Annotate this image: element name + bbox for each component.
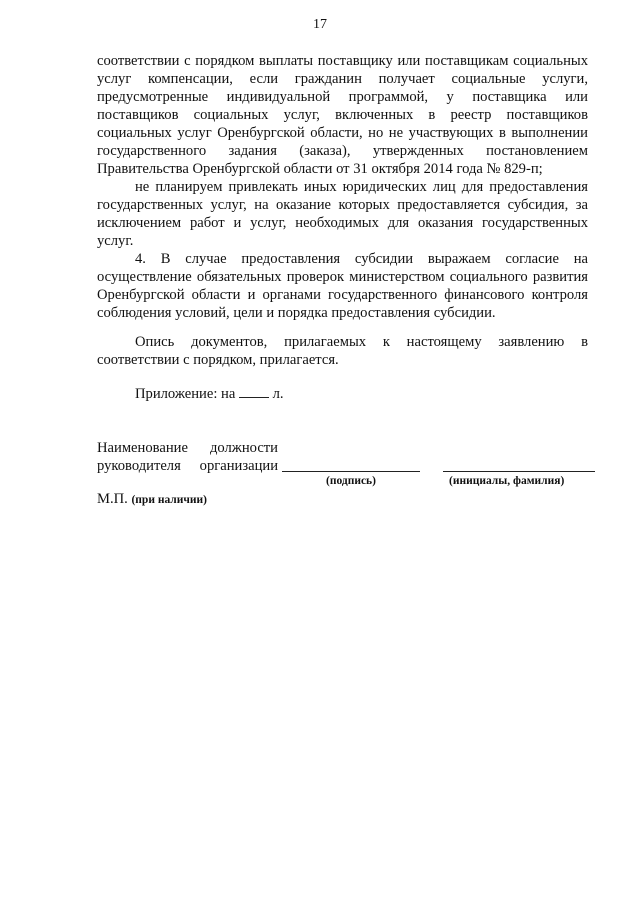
- stamp-line: [97, 491, 207, 508]
- text-line: Оренбургской области и органами государственного финансового контроля: [97, 287, 588, 303]
- attachment-suffix: л.: [272, 386, 284, 402]
- name-caption: (инициалы, фамилия): [449, 475, 565, 487]
- main-text-block: [97, 52, 588, 322]
- position-label-line2: руководителя организации: [97, 458, 278, 474]
- text-line: услуг компенсации, если гражданин получает социальные услуги,: [97, 71, 588, 87]
- text-line: осуществление обязательных проверок министерством социального развития: [97, 269, 588, 285]
- text-line: соответствии с порядком, прилагается.: [97, 352, 339, 368]
- text-line: Правительства Оренбургской области от 31 октября 2014 года № 829-п;: [97, 161, 543, 177]
- text-line: поставщиков социальных услуг, включенных в реестр поставщиков: [97, 107, 588, 123]
- page-number: 17: [313, 17, 327, 32]
- text-line: исключением работ и услуг, необходимых для оказания государственных: [97, 215, 588, 231]
- position-label-line1: Наименование должности: [97, 440, 278, 456]
- signature-line: [282, 471, 420, 472]
- inventory-paragraph: [97, 333, 588, 369]
- stamp-note: (при наличии): [131, 494, 207, 506]
- name-line: [443, 471, 595, 472]
- attachment-line: [97, 385, 588, 403]
- text-line: государственного задания (заказа), утвержденных постановлением: [97, 143, 588, 159]
- attachment-pages-blank: [239, 385, 269, 398]
- text-line: Опись документов, прилагаемых к настоящему заявлению в: [135, 334, 588, 350]
- position-label: [97, 439, 278, 475]
- text-line: соблюдения условий, цели и порядка предоставления субсидии.: [97, 305, 496, 321]
- text-line: соответствии с порядком выплаты поставщику или поставщикам социальных: [97, 53, 588, 69]
- attachment-prefix: Приложение: на: [135, 386, 236, 402]
- text-line: услуг.: [97, 233, 134, 249]
- text-line: предусмотренные индивидуальной программой, у поставщика или: [97, 89, 588, 105]
- text-line: государственных услуг, на оказание которых предоставляется субсидия, за: [97, 197, 588, 213]
- signature-caption: (подпись): [326, 475, 376, 487]
- stamp-label: М.П.: [97, 491, 128, 507]
- text-line: социальных услуг Оренбургской области, но не участвующих в выполнении: [97, 125, 588, 141]
- text-line: 4. В случае предоставления субсидии выражаем согласие на: [135, 251, 588, 267]
- text-line: не планируем привлекать иных юридических лиц для предоставления: [135, 179, 588, 195]
